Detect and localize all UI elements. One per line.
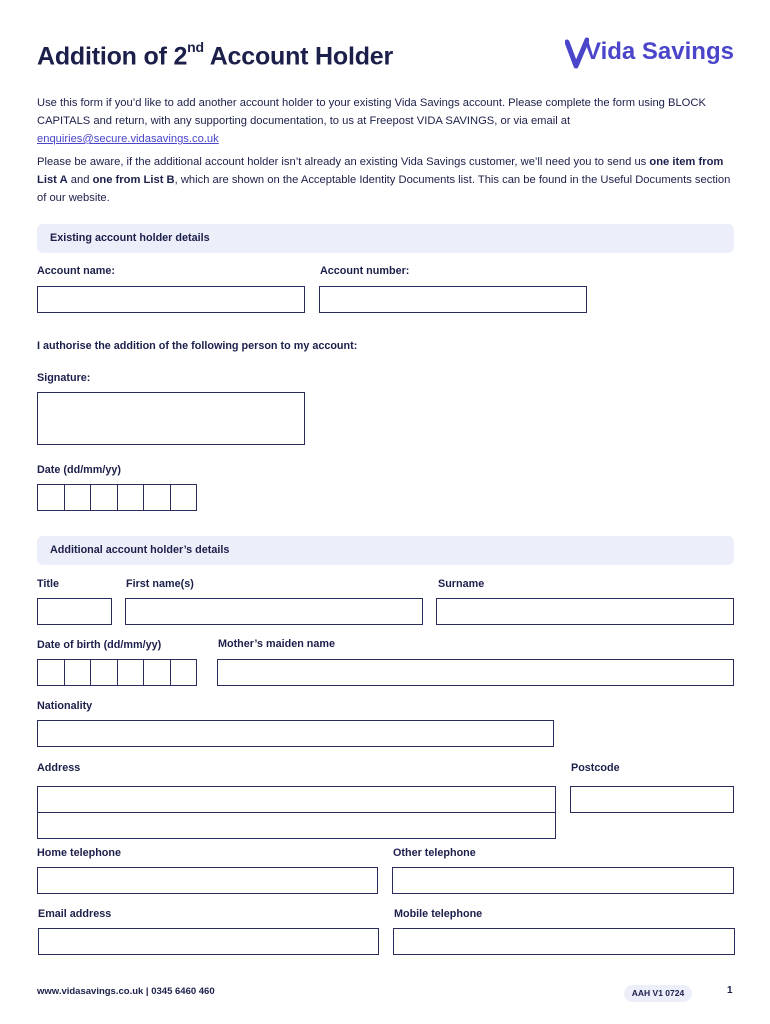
dob-cell[interactable] bbox=[170, 659, 198, 686]
date-cell[interactable] bbox=[37, 484, 65, 511]
address-line-2-field[interactable] bbox=[37, 812, 556, 839]
other-telephone-label: Other telephone bbox=[393, 847, 476, 859]
first-names-field[interactable] bbox=[125, 598, 423, 625]
account-number-label: Account number: bbox=[320, 265, 410, 277]
date-field[interactable] bbox=[37, 484, 197, 511]
postcode-label: Postcode bbox=[571, 762, 620, 774]
dob-cell[interactable] bbox=[117, 659, 145, 686]
postcode-field[interactable] bbox=[570, 786, 734, 813]
mobile-telephone-label: Mobile telephone bbox=[394, 908, 483, 920]
vida-savings-logo bbox=[565, 34, 734, 74]
form-reference-badge: AAH V1 0724 bbox=[624, 985, 692, 1002]
surname-field[interactable] bbox=[436, 598, 734, 625]
surname-label: Surname bbox=[438, 578, 485, 590]
nationality-label: Nationality bbox=[37, 700, 93, 712]
logo-wordmark: Vida Savings bbox=[585, 38, 734, 65]
mobile-telephone-field[interactable] bbox=[393, 928, 735, 955]
title-field[interactable] bbox=[37, 598, 112, 625]
dob-field[interactable] bbox=[37, 659, 197, 686]
page-number: 1 bbox=[727, 985, 733, 996]
account-name-label: Account name: bbox=[37, 265, 115, 277]
maiden-name-label: Mother’s maiden name bbox=[218, 638, 335, 650]
dob-label: Date of birth (dd/mm/yy) bbox=[37, 639, 162, 651]
home-telephone-field[interactable] bbox=[37, 867, 378, 894]
dob-cell[interactable] bbox=[64, 659, 92, 686]
first-names-label: First name(s) bbox=[126, 578, 194, 590]
email-address-field[interactable] bbox=[38, 928, 379, 955]
account-name-field[interactable] bbox=[37, 286, 305, 313]
date-cell[interactable] bbox=[64, 484, 92, 511]
date-cell[interactable] bbox=[143, 484, 171, 511]
footer-contact: www.vidasavings.co.uk | 0345 6460 460 bbox=[37, 986, 215, 997]
date-cell[interactable] bbox=[170, 484, 198, 511]
nationality-field[interactable] bbox=[37, 720, 554, 747]
section-header-additional: Additional account holder’s details bbox=[37, 536, 734, 565]
home-telephone-label: Home telephone bbox=[37, 847, 121, 859]
address-line-1-field[interactable] bbox=[37, 786, 556, 813]
date-label: Date (dd/mm/yy) bbox=[37, 464, 121, 476]
section-header-existing: Existing account holder details bbox=[37, 224, 734, 253]
account-number-field[interactable] bbox=[319, 286, 587, 313]
page-title: Addition of 2nd Account Holder bbox=[37, 39, 394, 71]
email-address-label: Email address bbox=[38, 908, 112, 920]
intro-paragraph-2: Please be aware, if the additional account holder isn’t already an existing Vida Savings customer, we’ll need you to send us one item from List A and one from List B, which are shown on the Acceptable Identity Documents list. This can be found in the Useful Documents section of our website. bbox=[37, 156, 731, 204]
signature-field[interactable] bbox=[37, 392, 305, 445]
maiden-name-field[interactable] bbox=[217, 659, 734, 686]
address-label: Address bbox=[37, 762, 81, 774]
title-label: Title bbox=[37, 578, 59, 590]
signature-label: Signature: bbox=[37, 372, 91, 384]
dob-cell[interactable] bbox=[90, 659, 118, 686]
dob-cell[interactable] bbox=[143, 659, 171, 686]
email-link[interactable]: enquiries@secure.vidasavings.co.uk bbox=[37, 133, 219, 145]
dob-cell[interactable] bbox=[37, 659, 65, 686]
date-cell[interactable] bbox=[90, 484, 118, 511]
intro-paragraph-1: Use this form if you’d like to add another account holder to your existing Vida Savings account. Please complete the form using BLOCK CAPITALS and return, with any supporting documentation, to us at Freepost VIDA SAVINGS, or via email at enquiries@secure.vidasavings.co.uk bbox=[37, 97, 706, 145]
authorise-statement: I authorise the addition of the following person to my account: bbox=[37, 340, 358, 352]
other-telephone-field[interactable] bbox=[392, 867, 734, 894]
date-cell[interactable] bbox=[117, 484, 145, 511]
